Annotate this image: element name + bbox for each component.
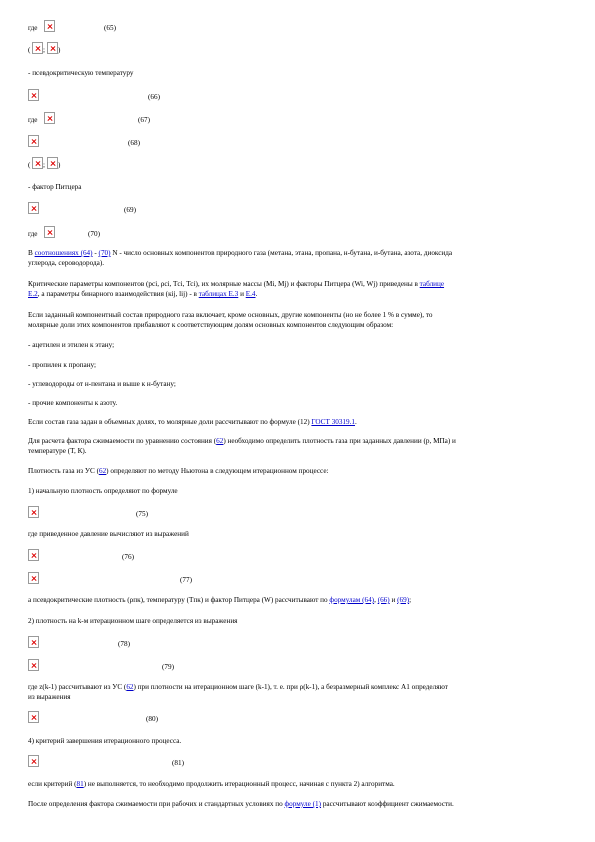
broken-image-icon: [28, 135, 39, 147]
broken-image-icon: [28, 89, 39, 101]
list-item: - ацетилен и этилен к этану;: [28, 341, 115, 349]
paragraph-pseudocritical: а псевдокритические плотность (ρпк), температуру (Tпк) и фактор Питцера (W) рассчитывают по формулам (64), (66) и (69);: [28, 596, 412, 604]
broken-image-icon: [28, 506, 39, 518]
broken-image-icon: [28, 659, 39, 671]
broken-image-icon: [32, 157, 43, 169]
paragraph-formulas-line1: В соотношениях (64) - (70) N - число основных компонентов природного газа (метана, этана, пропана, н-бутана, и-бутана, азота, диоксида: [28, 249, 453, 257]
paragraph-final: После определения фактора сжимаемости при рабочих и стандартных условиях по формуле (1) рассчитывают коэффициент сжимаемости.: [28, 800, 454, 808]
link-table-e4[interactable]: Е.4: [245, 290, 256, 298]
list-item: - прочие компоненты к азоту.: [28, 399, 118, 407]
equation-number: (75): [136, 510, 148, 518]
paragraph-criterion: если критерий (81) не выполняется, то необходимо продолжить итерационный процесс, начиная с пункта 2) алгоритма.: [28, 780, 395, 788]
text-reduced-pressure: где приведенное давление вычисляют из выражений: [28, 530, 189, 538]
paragraph-volume: Если состав газа задан в объемных долях, то молярные доли рассчитывают по формуле (12) ГОСТ 30319.1.: [28, 418, 357, 426]
broken-image-icon: [44, 20, 55, 32]
paragraph-calc-line1: Для расчета фактора сжимаемости по уравнению состояния (62) необходимо определить плотность газа при заданных давлении (p, МПа) и: [28, 437, 456, 445]
text-pseudocritical-temperature: - псевдокритическую температуру: [28, 69, 134, 77]
paren-close: ): [58, 161, 61, 169]
link-table-e3[interactable]: таблицах Е.3: [198, 290, 239, 298]
equation-number: (70): [88, 230, 100, 238]
link-formula-62[interactable]: 62: [216, 437, 224, 445]
step-1: 1) начальную плотность определяют по формуле: [28, 487, 178, 495]
broken-image-icon: [28, 572, 39, 584]
equation-number: (77): [180, 576, 192, 584]
broken-image-icon: [28, 711, 39, 723]
broken-image-icon: [44, 226, 55, 238]
equation-number: (80): [146, 715, 158, 723]
paragraph-density: Плотность газа из УС (62) определяют по методу Ньютона в следующем итерационном процессе:: [28, 467, 329, 475]
equation-number: (81): [172, 759, 184, 767]
paren-open: (: [28, 161, 31, 169]
step-4: 4) критерий завершения итерационного процесса.: [28, 737, 182, 745]
paragraph-composition-line2: молярные доли этих компонентов прибавляют к соответствующим долям основных компонентов следующим образом:: [28, 321, 394, 329]
text-where: где: [28, 116, 38, 124]
equation-number: (69): [124, 206, 136, 214]
paren-separator: ;: [43, 46, 45, 54]
equation-number: (67): [138, 116, 150, 124]
paragraph-formulas-line2: углерода, сероводорода).: [28, 259, 105, 267]
paragraph-iteration-line2: из выражения: [28, 693, 71, 701]
paragraph-composition-line1: Если заданный компонентный состав природного газа включает, кроме основных, другие компоненты (но не более 1 % в сумме), то: [28, 311, 433, 319]
link-formula-66[interactable]: (66): [377, 596, 390, 604]
link-formula-81[interactable]: 81: [76, 780, 84, 788]
link-table-e2[interactable]: таблице: [419, 280, 445, 288]
list-item: - пропилен к пропану;: [28, 361, 97, 369]
link-formula-1[interactable]: формуле (1): [284, 800, 322, 808]
step-2: 2) плотность на k-м итерационном шаге определяется из выражения: [28, 617, 238, 625]
list-item: - углеводороды от н-пентана и выше к н-бутану;: [28, 380, 176, 388]
broken-image-icon: [32, 42, 43, 54]
equation-number: (66): [148, 93, 160, 101]
broken-image-icon: [44, 112, 55, 124]
link-table-e2[interactable]: Е.2: [28, 290, 38, 298]
paren-separator: ;: [43, 161, 45, 169]
equation-number: (68): [128, 139, 140, 147]
equation-number: (79): [162, 663, 174, 671]
paragraph-critical-line1: Критические параметры компонентов (рсi, ρсi, Tсi, Тсi), их молярные массы (Mi, Мj) и факторы Питцера (Wi, Wj) приведены в таблице: [28, 280, 445, 288]
paragraph-iteration-line1: где z(k-1) рассчитывают из УС (62) при плотности на итерационном шаге (k-1), т. е. при ρ(k-1), а безразмерный комплекс A1 определяют: [28, 683, 448, 691]
link-formula-64[interactable]: формулам (64): [329, 596, 375, 604]
broken-image-icon: [28, 202, 39, 214]
link-formula-62[interactable]: 62: [126, 683, 134, 691]
broken-image-icon: [28, 636, 39, 648]
paragraph-calc-line2: температуре (T, К).: [28, 447, 87, 455]
broken-image-icon: [47, 42, 61, 54]
link-formula-69[interactable]: (69): [397, 596, 410, 604]
equation-number: (78): [118, 640, 130, 648]
link-gost[interactable]: ГОСТ 30319.1: [311, 418, 356, 426]
paragraph-critical-line2: Е.2, а параметры бинарного взаимодействия (кij, lij) - в таблицах Е.3 и Е.4.: [28, 290, 258, 298]
broken-image-icon: [28, 755, 39, 767]
paren-close: ): [58, 46, 61, 54]
broken-image-icon: [47, 157, 61, 169]
equation-number: (76): [122, 553, 134, 561]
broken-image-icon: [28, 549, 39, 561]
link-formula-64[interactable]: соотношениях (64): [34, 249, 93, 257]
equation-number: (65): [104, 24, 116, 32]
text-where: где: [28, 24, 38, 32]
link-formula-70[interactable]: (70): [98, 249, 111, 257]
text-pitzer-factor: - фактор Питцера: [28, 183, 82, 191]
paren-open: (: [28, 46, 31, 54]
text-where: где: [28, 230, 38, 238]
link-formula-62[interactable]: 62: [98, 467, 107, 475]
